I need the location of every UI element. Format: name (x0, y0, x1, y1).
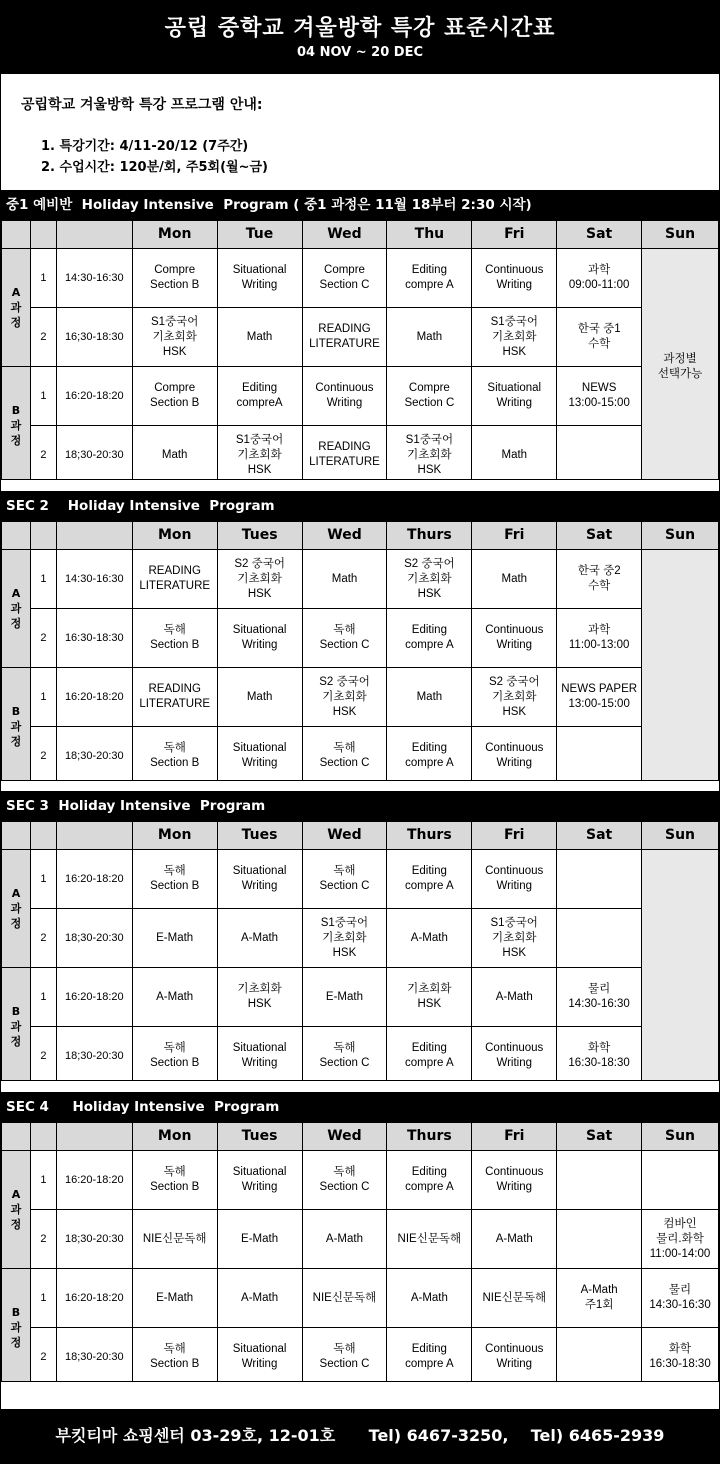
class-cell: Editing compre A (387, 1151, 472, 1210)
header-blank-cell (30, 1123, 56, 1151)
section-spacer (1, 1080, 719, 1088)
class-cell: A-Math (132, 968, 217, 1027)
table-row (2, 668, 719, 727)
section-title: SEC 3 Holiday Intensive Program (1, 791, 719, 821)
class-cell: 과학 09:00-11:00 (557, 249, 642, 308)
period-number: 2 (30, 727, 56, 786)
class-cell: 과학 11:00-13:00 (557, 609, 642, 668)
class-time: 14:30-16:30 (56, 550, 132, 609)
header-blank-cell (56, 221, 132, 249)
section-spacer (1, 780, 719, 788)
class-cell: S1중국어 기초회화 HSK (472, 308, 557, 367)
class-cell (557, 1151, 642, 1210)
day-header-row (2, 522, 719, 550)
period-number: 1 (30, 968, 56, 1027)
header-blank-cell (30, 822, 56, 850)
class-cell: NEWS 13:00-15:00 (557, 367, 642, 426)
header-blank-cell (2, 522, 31, 550)
class-cell: S2 중국어 기초회화 HSK (472, 668, 557, 727)
course-group-label: B 과 정 (2, 367, 31, 485)
period-number: 1 (30, 249, 56, 308)
day-header-sun: Sun (642, 522, 719, 550)
class-cell: Situational Writing (472, 367, 557, 426)
schedule-table (1, 220, 719, 485)
day-header-row (2, 221, 719, 249)
period-number: 2 (30, 426, 56, 485)
class-cell: Editing compre A (387, 850, 472, 909)
class-cell: 기초회화 HSK (387, 968, 472, 1027)
day-header-fri: Fri (472, 1123, 557, 1151)
day-header-mon: Mon (132, 1123, 217, 1151)
header-blank-cell (2, 822, 31, 850)
class-cell: 물리 14:30-16:30 (557, 968, 642, 1027)
period-number: 2 (30, 909, 56, 968)
class-cell: Continuous Writing (472, 727, 557, 786)
section-title: 중1 예비반 Holiday Intensive Program ( 중1 과정은 11월 18부터 2:30 시작) (1, 190, 719, 220)
period-number: 2 (30, 1210, 56, 1269)
class-cell: Continuous Writing (472, 1151, 557, 1210)
class-cell: Compre Section B (132, 249, 217, 308)
class-cell: S1중국어 기초회화 HSK (387, 426, 472, 485)
class-cell: Editing compreA (217, 367, 302, 426)
date-range: 04 NOV ~ 20 DEC (296, 45, 424, 60)
class-cell (557, 727, 642, 786)
class-cell (557, 1210, 642, 1269)
period-number: 1 (30, 1269, 56, 1328)
day-header-thurs: Thurs (387, 522, 472, 550)
class-cell: 한국 중1 수학 (557, 308, 642, 367)
day-header-tue: Tue (217, 221, 302, 249)
timetable-section (1, 791, 719, 1080)
table-row (2, 1269, 719, 1328)
day-header-wed: Wed (302, 822, 387, 850)
class-cell: 기초회화 HSK (217, 968, 302, 1027)
day-header-row (2, 1123, 719, 1151)
table-row (2, 850, 719, 909)
class-cell: Continuous Writing (472, 850, 557, 909)
class-cell: A-Math (387, 909, 472, 968)
class-cell: 한국 중2 수학 (557, 550, 642, 609)
day-header-mon: Mon (132, 522, 217, 550)
class-cell: A-Math (217, 1269, 302, 1328)
class-cell: 독해 Section C (302, 609, 387, 668)
class-cell: NIE신문독해 (132, 1210, 217, 1269)
class-cell: 독해 Section C (302, 1328, 387, 1387)
period-number: 2 (30, 308, 56, 367)
class-cell: A-Math (217, 909, 302, 968)
class-cell: 화학 16:30-18:30 (642, 1328, 719, 1387)
class-cell: 화학 16:30-18:30 (557, 1027, 642, 1086)
class-cell: Situational Writing (217, 1328, 302, 1387)
table-row (2, 727, 719, 786)
period-number: 1 (30, 850, 56, 909)
header-blank-cell (56, 1123, 132, 1151)
header-blank-cell (30, 221, 56, 249)
sunday-cell: 과정별 선택가능 (642, 249, 719, 485)
class-cell: Situational Writing (217, 609, 302, 668)
class-cell: A-Math 주1회 (557, 1269, 642, 1328)
class-cell: Editing compre A (387, 1328, 472, 1387)
period-number: 1 (30, 550, 56, 609)
class-cell: NIE신문독해 (387, 1210, 472, 1269)
class-cell: 독해 Section B (132, 1328, 217, 1387)
class-cell (642, 1151, 719, 1210)
class-cell: E-Math (132, 909, 217, 968)
class-cell: Editing compre A (387, 609, 472, 668)
class-cell: READING LITERATURE (132, 550, 217, 609)
course-group-label: A 과 정 (2, 249, 31, 367)
table-row (2, 249, 719, 308)
table-row (2, 367, 719, 426)
day-header-sun: Sun (642, 822, 719, 850)
day-header-fri: Fri (472, 221, 557, 249)
class-cell: Continuous Writing (472, 249, 557, 308)
class-cell: Editing compre A (387, 1027, 472, 1086)
header-blank-cell (56, 822, 132, 850)
day-header-fri: Fri (472, 522, 557, 550)
course-group-label: A 과 정 (2, 1151, 31, 1269)
class-cell: S1중국어 기초회화 HSK (132, 308, 217, 367)
class-cell: 독해 Section B (132, 609, 217, 668)
class-cell (557, 850, 642, 909)
class-cell: Math (217, 308, 302, 367)
class-cell: Compre Section C (302, 249, 387, 308)
class-cell: Situational Writing (217, 1151, 302, 1210)
day-header-tues: Tues (217, 522, 302, 550)
class-cell: Compre Section B (132, 367, 217, 426)
contact-footer: 부킷티마 쇼핑센터 03-29호, 12-01호 Tel) 6467-3250, Tel) 6465-2939 (1, 1409, 719, 1463)
day-header-sun: Sun (642, 221, 719, 249)
class-time: 18;30-20:30 (56, 1328, 132, 1387)
class-cell: 독해 Section B (132, 850, 217, 909)
class-cell: Math (217, 668, 302, 727)
class-cell (557, 1328, 642, 1387)
class-cell: READING LITERATURE (132, 668, 217, 727)
table-row (2, 909, 719, 968)
class-time: 16:20-18:20 (56, 1269, 132, 1328)
class-time: 16:20-18:20 (56, 367, 132, 426)
day-header-wed: Wed (302, 1123, 387, 1151)
header-blank-cell (56, 522, 132, 550)
class-cell: Math (472, 550, 557, 609)
class-time: 16;30-18:30 (56, 308, 132, 367)
class-time: 18;30-20:30 (56, 1027, 132, 1086)
period-number: 2 (30, 1328, 56, 1387)
class-cell: NIE신문독해 (302, 1269, 387, 1328)
day-header-wed: Wed (302, 522, 387, 550)
class-cell: 독해 Section C (302, 1151, 387, 1210)
section-title: SEC 2 Holiday Intensive Program (1, 491, 719, 521)
class-time: 18;30-20:30 (56, 909, 132, 968)
class-cell: Math (472, 426, 557, 485)
day-header-fri: Fri (472, 822, 557, 850)
class-cell: 독해 Section B (132, 1151, 217, 1210)
class-cell: 독해 Section C (302, 727, 387, 786)
class-cell: NIE신문독해 (472, 1269, 557, 1328)
class-cell: Continuous Writing (472, 1328, 557, 1387)
table-row (2, 1027, 719, 1086)
class-time: 18;30-20:30 (56, 1210, 132, 1269)
class-cell: Situational Writing (217, 727, 302, 786)
program-intro (1, 74, 719, 190)
class-cell: S2 중국어 기초회화 HSK (302, 668, 387, 727)
class-cell: 독해 Section C (302, 850, 387, 909)
table-row (2, 426, 719, 485)
page-header (1, 1, 719, 74)
class-cell: A-Math (302, 1210, 387, 1269)
class-cell: E-Math (302, 968, 387, 1027)
class-cell: READING LITERATURE (302, 308, 387, 367)
class-cell: Compre Section C (387, 367, 472, 426)
period-number: 1 (30, 367, 56, 426)
class-cell: Editing compre A (387, 249, 472, 308)
class-cell: A-Math (472, 1210, 557, 1269)
day-header-thurs: Thurs (387, 822, 472, 850)
sunday-cell (642, 550, 719, 786)
class-cell (557, 426, 642, 485)
class-cell: S1중국어 기초회화 HSK (472, 909, 557, 968)
class-cell (557, 909, 642, 968)
class-cell: NEWS PAPER 13:00-15:00 (557, 668, 642, 727)
period-number: 2 (30, 1027, 56, 1086)
table-row (2, 1210, 719, 1269)
class-cell: S1중국어 기초회화 HSK (302, 909, 387, 968)
table-row (2, 968, 719, 1027)
header-blank-cell (30, 522, 56, 550)
day-header-thu: Thu (387, 221, 472, 249)
section-title: SEC 4 Holiday Intensive Program (1, 1092, 719, 1122)
class-cell: Continuous Writing (472, 609, 557, 668)
day-header-sat: Sat (557, 221, 642, 249)
day-header-sat: Sat (557, 522, 642, 550)
class-cell: READING LITERATURE (302, 426, 387, 485)
table-row (2, 308, 719, 367)
class-cell: 독해 Section B (132, 727, 217, 786)
class-cell: Math (387, 308, 472, 367)
day-header-sun: Sun (642, 1123, 719, 1151)
class-time: 16:20-18:20 (56, 668, 132, 727)
class-time: 16:20-18:20 (56, 1151, 132, 1210)
class-cell: Math (302, 550, 387, 609)
class-cell: S2 중국어 기초회화 HSK (387, 550, 472, 609)
intro-item-hours: 2. 수업시간: 120분/회, 주5회(월~금) (41, 160, 268, 175)
intro-heading: 공립학교 겨울방학 특강 프로그램 안내: (21, 97, 263, 113)
schedule-table (1, 521, 719, 786)
class-cell: S1중국어 기초회화 HSK (217, 426, 302, 485)
class-cell: 독해 Section B (132, 1027, 217, 1086)
timetable-section (1, 491, 719, 780)
table-row (2, 609, 719, 668)
class-cell: Editing compre A (387, 727, 472, 786)
day-header-thurs: Thurs (387, 1123, 472, 1151)
class-time: 16:20-18:20 (56, 850, 132, 909)
sunday-cell (642, 850, 719, 1086)
class-cell: Math (132, 426, 217, 485)
period-number: 1 (30, 1151, 56, 1210)
class-cell: A-Math (387, 1269, 472, 1328)
day-header-row (2, 822, 719, 850)
class-cell: Math (387, 668, 472, 727)
class-cell: 물리 14:30-16:30 (642, 1269, 719, 1328)
day-header-tues: Tues (217, 1123, 302, 1151)
timetable-section (1, 1092, 719, 1381)
intro-item-period: 1. 특강기간: 4/11-20/12 (7주간) (41, 139, 249, 154)
course-group-label: B 과 정 (2, 668, 31, 786)
section-spacer (1, 479, 719, 487)
table-row (2, 1151, 719, 1210)
header-blank-cell (2, 1123, 31, 1151)
day-header-sat: Sat (557, 822, 642, 850)
course-group-label: A 과 정 (2, 850, 31, 968)
class-cell: Continuous Writing (302, 367, 387, 426)
class-cell: E-Math (132, 1269, 217, 1328)
class-time: 16:20-18:20 (56, 968, 132, 1027)
page-title: 공립 중학교 겨울방학 특강 표준시간표 (164, 16, 556, 41)
table-row (2, 1328, 719, 1387)
class-cell: Situational Writing (217, 249, 302, 308)
section-spacer (1, 1381, 719, 1389)
header-blank-cell (2, 221, 31, 249)
day-header-sat: Sat (557, 1123, 642, 1151)
class-time: 14:30-16:30 (56, 249, 132, 308)
class-cell: Situational Writing (217, 850, 302, 909)
class-time: 16:30-18:30 (56, 609, 132, 668)
day-header-mon: Mon (132, 221, 217, 249)
class-cell: Situational Writing (217, 1027, 302, 1086)
class-cell: A-Math (472, 968, 557, 1027)
course-group-label: B 과 정 (2, 968, 31, 1086)
class-cell: S2 중국어 기초회화 HSK (217, 550, 302, 609)
day-header-tues: Tues (217, 822, 302, 850)
class-cell: E-Math (217, 1210, 302, 1269)
day-header-wed: Wed (302, 221, 387, 249)
course-group-label: A 과 정 (2, 550, 31, 668)
class-time: 18;30-20:30 (56, 426, 132, 485)
class-cell: 독해 Section C (302, 1027, 387, 1086)
table-row (2, 550, 719, 609)
period-number: 2 (30, 609, 56, 668)
schedule-table (1, 821, 719, 1086)
day-header-mon: Mon (132, 822, 217, 850)
schedule-table (1, 1122, 719, 1387)
class-cell: 컴바인 물리.화학 11:00-14:00 (642, 1210, 719, 1269)
course-group-label: B 과 정 (2, 1269, 31, 1387)
period-number: 1 (30, 668, 56, 727)
class-time: 18;30-20:30 (56, 727, 132, 786)
timetable-section (1, 190, 719, 479)
class-cell: Continuous Writing (472, 1027, 557, 1086)
